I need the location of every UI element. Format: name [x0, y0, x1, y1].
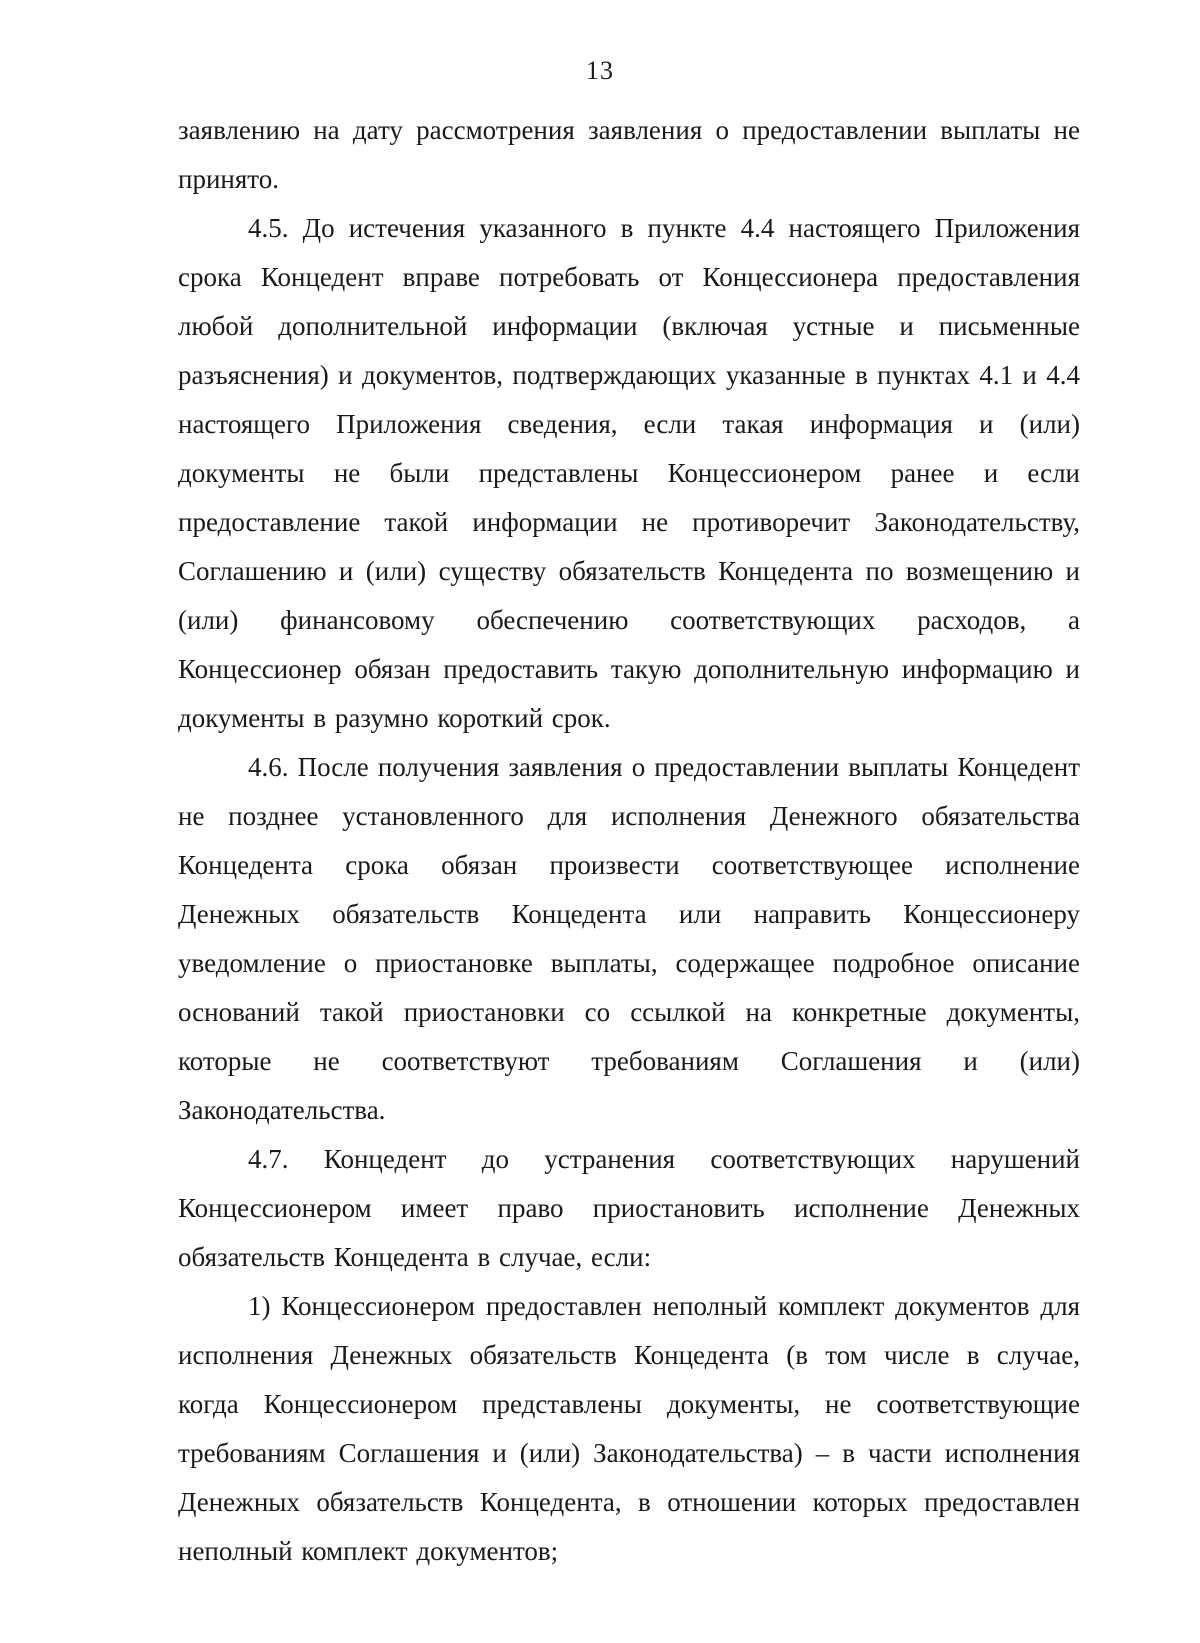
paragraph-continuation: заявлению на дату рассмотрения заявления о предоставлении выплаты не принято.: [178, 115, 1080, 194]
document-body: [178, 106, 1080, 1576]
paragraph-4-7: 4.7. Концедент до устранения соответствующих нарушений Концессионером имеет право приостановить исполнение Денежных обязательств Концедента в случае, если:: [178, 1144, 1080, 1272]
paragraph-4-5: 4.5. До истечения указанного в пункте 4.4 настоящего Приложения срока Концедент вправе потребовать от Концессионера предоставления любой дополнительной информации (включая устные и письменные разъяснения) и документов, подтверждающих указанные в пунктах 4.1 и 4.4 настоящего Приложения сведения, если такая информация и (или) документы не были представлены Концессионером ранее и если предоставление такой информации не противоречит Законодательству, Соглашению и (или) существу обязательств Концедента по возмещению и (или) финансовому обеспечению соответствующих расходов, а Концессионер обязан предоставить такую дополнительную информацию и документы в разумно короткий срок.: [178, 213, 1080, 733]
paragraph-4-6: 4.6. После получения заявления о предоставлении выплаты Концедент не позднее установленного для исполнения Денежного обязательства Концедента срока обязан произвести соответствующее исполнение Денежных обязательств Концедента или направить Концессионеру уведомление о приостановке выплаты, содержащее подробное описание оснований такой приостановки со ссылкой на конкретные документы, которые не соответствуют требованиям Соглашения и (или) Законодательства.: [178, 752, 1080, 1125]
page-number: 13: [586, 56, 614, 85]
paragraph-4-7-item-1: 1) Концессионером предоставлен неполный комплект документов для исполнения Денежных обязательств Концедента (в том числе в случае, когда Концессионером представлены документы, не соответствующие требованиям Соглашения и (или) Законодательства) – в части исполнения Денежных обязательств Концедента, в отношении которых предоставлен неполный комплект документов;: [178, 1291, 1080, 1566]
